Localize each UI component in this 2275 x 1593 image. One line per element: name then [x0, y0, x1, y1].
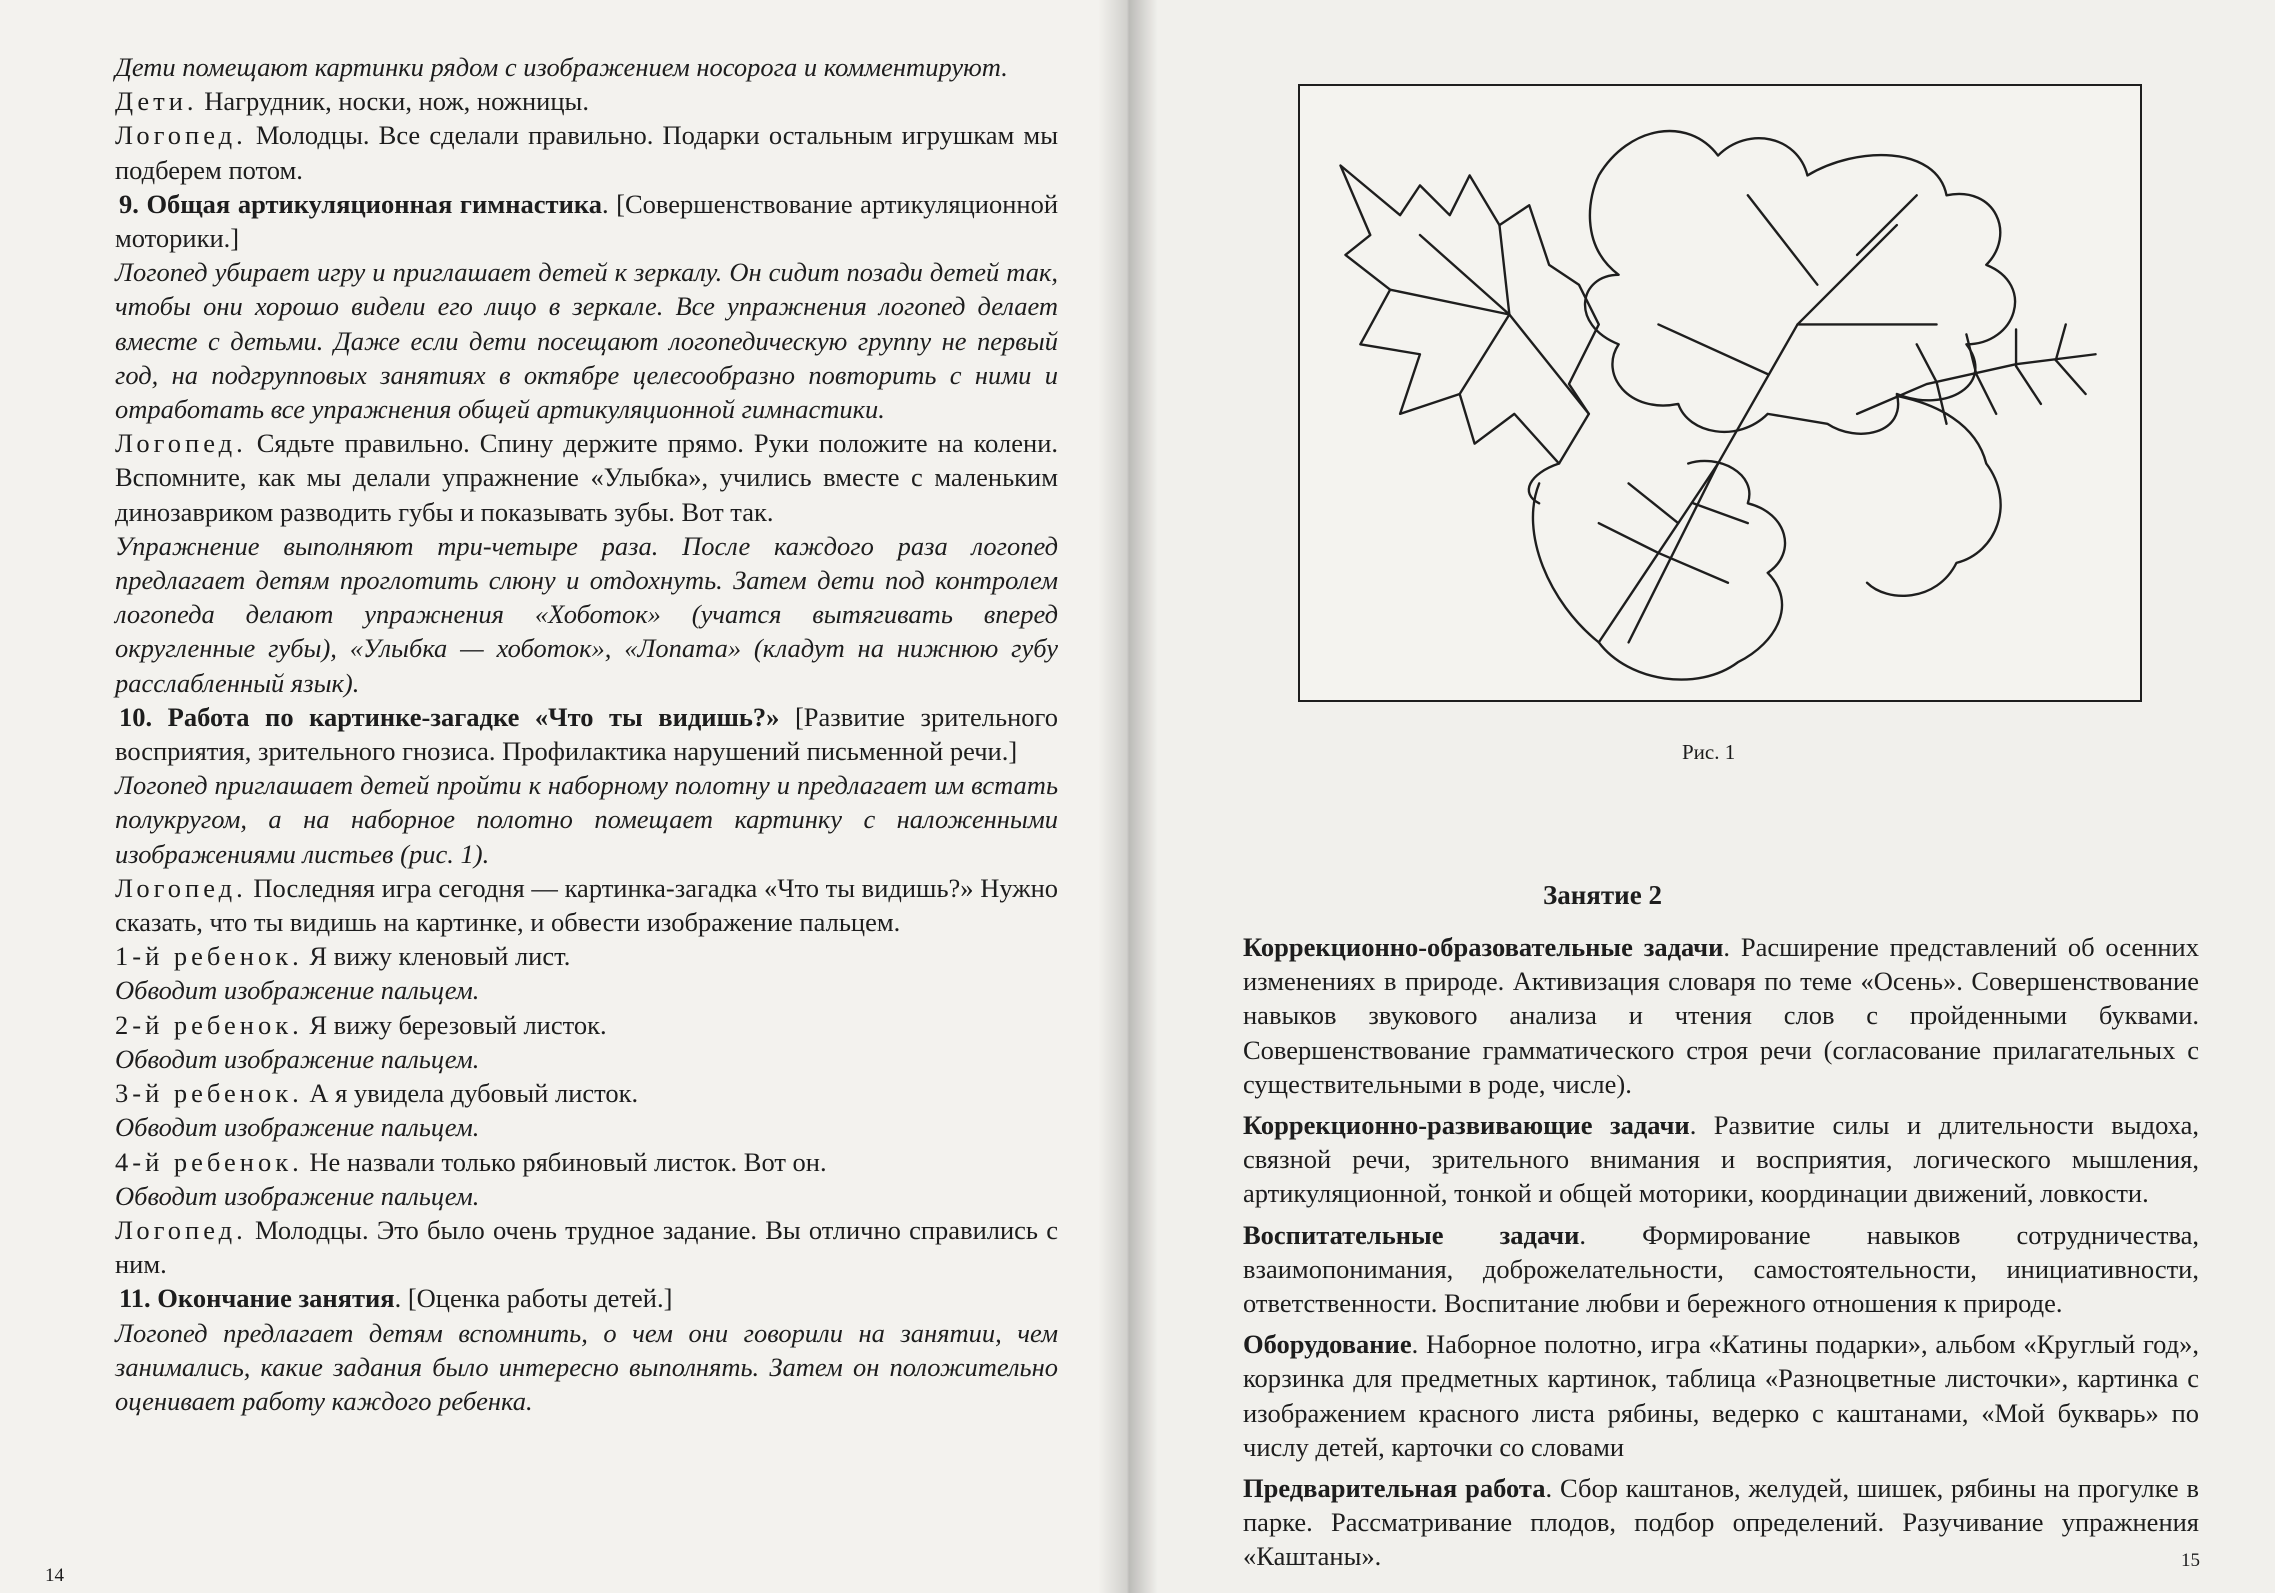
section-heading-11: 11. Окончание занятия. [Оценка работы детей.]: [119, 1283, 673, 1314]
dialogue-line: Логопед. Молодцы. Это было очень трудное задание. Вы отлично справились с ним.: [115, 1214, 1059, 1280]
page-number-right: 15: [2181, 1550, 2200, 1571]
lesson-title: Занятие 2: [1543, 880, 1662, 910]
right-page-text: [1243, 930, 2199, 1581]
dialogue-line: 4-й ребенок. Не назвали только рябиновый листок. Вот он.: [115, 1146, 827, 1177]
figure-leaves: [1298, 84, 2142, 702]
stage-direction: Обводит изображение пальцем.: [115, 1180, 480, 1211]
dialogue-line: Дети. Нагрудник, носки, нож, ножницы.: [115, 86, 589, 117]
paragraph: Упражнение выполняют три-четыре раза. После каждого раза логопед предлагает детям проглотить слюну и отдохнуть. Затем дети под контролем логопеда делают упражнения «Хоботок» (учатся вытягивать вперед округленные губы), «Улыбка — хоботок», «Лопата» (кладут на нижнюю губу расслабленный язык).: [115, 530, 1058, 698]
section-heading-10: 10. Работа по картинке-загадке «Что ты видишь?» [Развитие зрительного восприятия, зрительного гнозиса. Профилактика нарушений письменной речи.]: [115, 701, 1058, 767]
dialogue-line: Логопед. Последняя игра сегодня — картинка-загадка «Что ты видишь?» Нужно сказать, что ты видишь на картинке, и обвести изображение пальцем.: [115, 872, 1059, 938]
section-equipment: Оборудование. Наборное полотно, игра «Катины подарки», альбом «Круглый год», корзинка для предметных картинок, таблица «Разноцветные листочки», картинка с изображением красного листа рябины, ведерко с каштанами, «Мой букварь» по числу детей, карточки со словами: [1243, 1329, 2199, 1462]
paragraph: Логопед приглашает детей пройти к наборному полотну и предлагает им встать полукругом, а на наборное полотно помещает картинку с наложенными изображениями листьев (рис. 1).: [115, 770, 1058, 869]
stage-direction: Обводит изображение пальцем.: [115, 1043, 480, 1074]
stage-direction: Обводит изображение пальцем.: [115, 1112, 480, 1143]
dialogue-line: Логопед. Молодцы. Все сделали правильно. Подарки остальным игрушкам мы подберем потом.: [115, 120, 1058, 185]
section-tasks-educational: Коррекционно-образовательные задачи. Расширение представлений об осенних изменениях в природе. Активизация словаря по теме «Осень». Совершенствование навыков звукового анализа и чтения слов с пройденными буквами. Совершенствование грамматического строя речи (согласование прилагательных с существительными в роде, числе).: [1243, 932, 2199, 1099]
left-page: [0, 0, 1128, 1593]
section-preparation: Предварительная работа. Сбор каштанов, желудей, шишек, рябины на прогулке в парке. Рассматривание плодов, подбор определений. Разучивание упражнения «Каштаны».: [1243, 1473, 2199, 1572]
figure-caption: Рис. 1: [1682, 740, 1736, 764]
book-gutter: [1098, 0, 1158, 1593]
dialogue-line: Логопед. Сядьте правильно. Спину держите прямо. Руки положите на колени. Вспомните, как мы делали упражнение «Улыбка», учились вместе с маленьким динозавриком разводить губы и показывать зубы. Вот так.: [115, 428, 1058, 527]
page-number-left: 14: [45, 1565, 64, 1586]
dialogue-line: 2-й ребенок. Я вижу березовый листок.: [115, 1009, 607, 1040]
section-tasks-developmental: Коррекционно-развивающие задачи. Развитие силы и длительности выдоха, связной речи, зрительного внимания и восприятия, логического мышления, артикуляционной, тонкой и общей моторики, координации движений, ловкости.: [1243, 1110, 2199, 1209]
paragraph: Логопед предлагает детям вспомнить, о чем они говорили на занятии, чем занимались, какие задания было интересно выполнять. Затем он положительно оценивает работу каждого ребенка.: [115, 1317, 1058, 1416]
left-page-text: [115, 50, 1058, 1418]
paragraph: Логопед убирает игру и приглашает детей к зеркалу. Он сидит позади детей так, чтобы они хорошо видели его лицо в зеркале. Все упражнения логопед делает вместе с детьми. Даже если дети посещают логопедическую группу не первый год, на подгрупповых занятиях в октябре целесообразно повторить с ними и отработать все упражнения общей артикуляционной гимнастики.: [115, 257, 1058, 425]
leaf-outline-drawing-icon: [1300, 86, 2140, 700]
section-tasks-upbringing: Воспитательные задачи. Формирование навыков сотрудничества, взаимопонимания, доброжелательности, самостоятельности, инициативности, ответственности. Воспитание любви и бережного отношения к природе.: [1243, 1219, 2199, 1319]
section-heading-9: 9. Общая артикуляционная гимнастика. [Совершенствование артикуляционной моторики.]: [115, 188, 1059, 254]
dialogue-line: 1-й ребенок. Я вижу кленовый лист.: [115, 941, 571, 972]
paragraph: Дети помещают картинки рядом с изображением носорога и комментируют.: [115, 52, 1008, 82]
stage-direction: Обводит изображение пальцем.: [115, 975, 480, 1006]
dialogue-line: 3-й ребенок. А я увидела дубовый листок.: [115, 1078, 639, 1109]
